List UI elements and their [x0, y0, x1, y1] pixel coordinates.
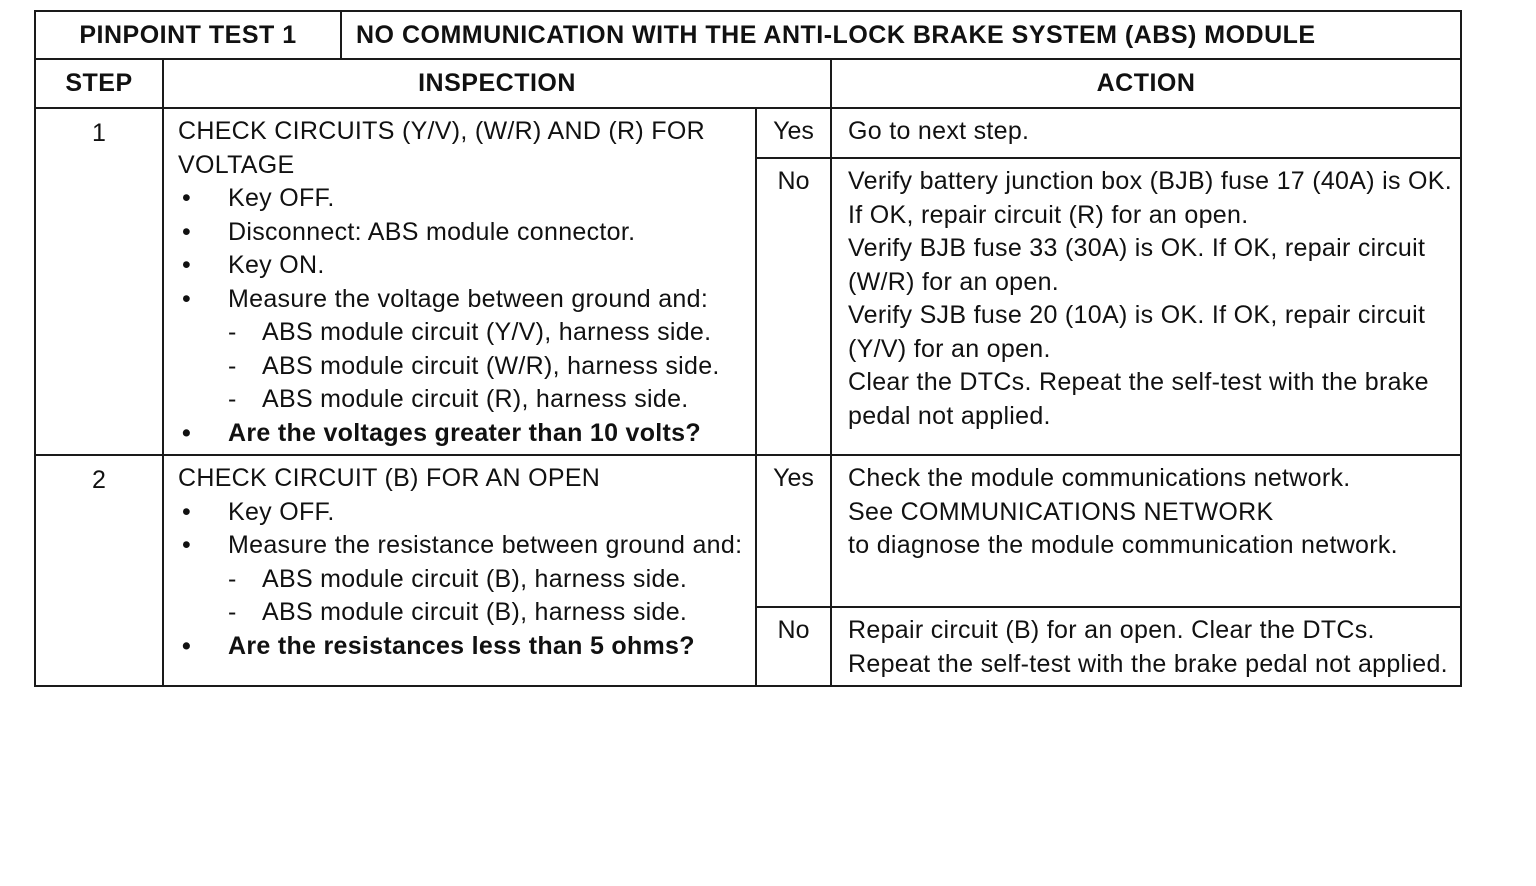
yes-action: Go to next step.: [831, 108, 1461, 158]
yes-label: Yes: [756, 108, 831, 158]
sub-item-text: ABS module circuit (B), harness side.: [262, 564, 688, 593]
action-line: Clear the DTCs. Repeat the self-test with the brake pedal not applied.: [848, 368, 1429, 430]
header-step: STEP: [35, 60, 163, 108]
bullet-text: Measure the voltage between ground and:: [228, 284, 709, 313]
question-text: Are the resistances less than 5 ohms?: [228, 631, 695, 660]
header-action: ACTION: [831, 60, 1461, 108]
title-table: [34, 10, 1462, 60]
bullet-icon: •: [182, 418, 192, 447]
action-line: to diagnose the module communication network.: [848, 531, 1398, 559]
dash-icon: -: [228, 598, 237, 626]
step-1-yes-row: [35, 108, 1461, 158]
procedure-table: [34, 60, 1462, 687]
action-line: Verify SJB fuse 20 (10A) is OK. If OK, repair circuit (Y/V) for an open.: [848, 301, 1426, 363]
step-number: 2: [35, 455, 163, 686]
sub-item: [178, 350, 749, 384]
bullet-item: [178, 182, 749, 216]
step-heading: CHECK CIRCUIT (B) FOR AN OPEN: [178, 464, 601, 492]
test-name: NO COMMUNICATION WITH THE ANTI-LOCK BRAKE SYSTEM (ABS) MODULE: [341, 11, 1461, 59]
no-label: No: [756, 607, 831, 686]
bullet-icon: •: [182, 184, 192, 212]
bullet-icon: •: [182, 284, 192, 313]
sub-item: [178, 563, 749, 597]
bullet-icon: •: [182, 531, 192, 559]
dash-icon: -: [228, 351, 237, 380]
dash-icon: -: [228, 318, 237, 346]
no-action: Repair circuit (B) for an open. Clear the DTCs. Repeat the self-test with the brake pedal not applied.: [831, 607, 1461, 686]
bullet-text: Key OFF.: [228, 497, 335, 526]
bullet-text: Key OFF.: [228, 184, 335, 212]
sub-item-text: ABS module circuit (Y/V), harness side.: [262, 318, 712, 346]
bullet-icon: •: [182, 631, 192, 660]
bullet-item: [178, 529, 749, 563]
test-label: PINPOINT TEST 1: [35, 11, 341, 59]
bullet-item: [178, 249, 749, 283]
yes-action: [831, 455, 1461, 607]
step-heading: CHECK CIRCUITS (Y/V), (W/R) AND (R) FOR VOLTAGE: [178, 117, 705, 179]
pinpoint-test-document: [34, 10, 1460, 687]
sub-item: [178, 383, 749, 417]
question-text: Are the voltages greater than 10 volts?: [228, 418, 701, 447]
action-line: Verify battery junction box (BJB) fuse 17 (40A) is OK. If OK, repair circuit (R) for an open.: [848, 167, 1452, 229]
bullet-text: Disconnect: ABS module connector.: [228, 217, 636, 246]
action-line: Verify BJB fuse 33 (30A) is OK. If OK, repair circuit (W/R) for an open.: [848, 234, 1426, 296]
step-2-inspection: [163, 455, 756, 686]
sub-item: [178, 596, 749, 630]
dash-icon: -: [228, 564, 237, 593]
sub-item-text: ABS module circuit (B), harness side.: [262, 598, 688, 626]
action-line: See COMMUNICATIONS NETWORK: [848, 497, 1274, 526]
header-row: [35, 60, 1461, 108]
no-label: No: [756, 158, 831, 455]
question-item: [178, 630, 749, 664]
bullet-text: Measure the resistance between ground and:: [228, 531, 743, 559]
dash-icon: -: [228, 385, 237, 413]
action-line: Check the module communications network.: [848, 464, 1351, 492]
step-number: 1: [35, 108, 163, 455]
yes-label: Yes: [756, 455, 831, 607]
step-2-yes-row: [35, 455, 1461, 607]
sub-item-text: ABS module circuit (W/R), harness side.: [262, 351, 720, 380]
sub-item: [178, 316, 749, 350]
bullet-item: [178, 216, 749, 250]
question-item: [178, 417, 749, 451]
no-action: [831, 158, 1461, 455]
bullet-text: Key ON.: [228, 251, 325, 279]
bullet-item: [178, 283, 749, 317]
bullet-icon: •: [182, 251, 192, 279]
step-1-inspection: [163, 108, 756, 455]
header-inspection: INSPECTION: [163, 60, 831, 108]
bullet-item: [178, 496, 749, 530]
bullet-icon: •: [182, 497, 192, 526]
bullet-icon: •: [182, 217, 192, 246]
sub-item-text: ABS module circuit (R), harness side.: [262, 385, 689, 413]
